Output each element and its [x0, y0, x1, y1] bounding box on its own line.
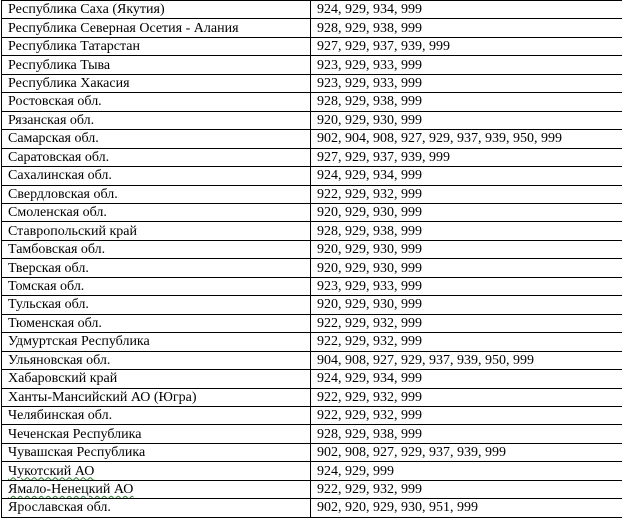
region-cell: Тульская обл. — [2, 296, 311, 314]
codes-cell: 923, 929, 933, 999 — [311, 277, 622, 295]
table-row — [2, 480, 622, 498]
table-row — [2, 148, 622, 166]
region-cell: Чеченская Республика — [2, 425, 311, 443]
region-cell — [2, 480, 311, 498]
table-row — [2, 93, 622, 111]
region-cell — [2, 462, 311, 480]
table-row — [2, 406, 622, 424]
region-cell: Самарская обл. — [2, 130, 311, 148]
codes-cell: 928, 929, 938, 999 — [311, 19, 622, 37]
region-cell: Ростовская обл. — [2, 93, 311, 111]
codes-cell: 928, 929, 938, 999 — [311, 222, 622, 240]
table-row — [2, 240, 622, 258]
table-row — [2, 74, 622, 92]
table-row — [2, 130, 622, 148]
table-row — [2, 333, 622, 351]
region-cell: Смоленская обл. — [2, 203, 311, 221]
codes-cell: 928, 929, 938, 999 — [311, 93, 622, 111]
region-cell: Республика Саха (Якутия) — [2, 1, 311, 19]
codes-cell: 922, 929, 932, 999 — [311, 333, 622, 351]
table-row — [2, 388, 622, 406]
region-cell: Тамбовская обл. — [2, 240, 311, 258]
region-codes-table — [1, 0, 622, 518]
region-cell: Тюменская обл. — [2, 314, 311, 332]
region-cell: Тверская обл. — [2, 259, 311, 277]
table-row — [2, 425, 622, 443]
codes-cell: 922, 929, 932, 999 — [311, 185, 622, 203]
codes-cell: 920, 929, 930, 999 — [311, 203, 622, 221]
region-cell: Республика Тыва — [2, 56, 311, 74]
region-cell: Свердловская обл. — [2, 185, 311, 203]
codes-cell: 902, 904, 908, 927, 929, 937, 939, 950, 999 — [311, 130, 622, 148]
table-row — [2, 259, 622, 277]
table-row — [2, 370, 622, 388]
codes-cell: 923, 929, 933, 999 — [311, 56, 622, 74]
codes-cell: 922, 929, 932, 999 — [311, 406, 622, 424]
region-cell: Челябинская обл. — [2, 406, 311, 424]
region-cell: Саратовская обл. — [2, 148, 311, 166]
region-cell: Ханты-Мансийский АО (Югра) — [2, 388, 311, 406]
table-row — [2, 351, 622, 369]
codes-cell: 928, 929, 938, 999 — [311, 425, 622, 443]
table-row — [2, 296, 622, 314]
codes-cell: 920, 929, 930, 999 — [311, 296, 622, 314]
codes-cell: 924, 929, 999 — [311, 462, 622, 480]
table-row — [2, 19, 622, 37]
codes-cell: 902, 920, 929, 930, 951, 999 — [311, 499, 622, 517]
table-row — [2, 462, 622, 480]
table-row — [2, 277, 622, 295]
codes-cell: 922, 929, 932, 999 — [311, 314, 622, 332]
region-cell: Хабаровский край — [2, 370, 311, 388]
codes-cell: 904, 908, 927, 929, 937, 939, 950, 999 — [311, 351, 622, 369]
spellcheck-underlined-text: Чукотский АО — [8, 463, 95, 479]
region-cell: Ярославская обл. — [2, 499, 311, 517]
table-row — [2, 443, 622, 461]
codes-cell: 924, 929, 934, 999 — [311, 370, 622, 388]
table-row — [2, 203, 622, 221]
region-cell: Республика Татарстан — [2, 37, 311, 55]
codes-cell: 927, 929, 937, 939, 999 — [311, 148, 622, 166]
codes-cell: 924, 929, 934, 999 — [311, 167, 622, 185]
codes-cell: 924, 929, 934, 999 — [311, 1, 622, 19]
spellcheck-underlined-text: Ямало-Ненецкий АО — [8, 482, 134, 497]
table-row — [2, 314, 622, 332]
codes-cell: 902, 908, 927, 929, 937, 939, 999 — [311, 443, 622, 461]
table-row — [2, 1, 622, 19]
codes-cell: 920, 929, 930, 999 — [311, 240, 622, 258]
codes-cell: 923, 929, 933, 999 — [311, 74, 622, 92]
codes-cell: 920, 929, 930, 999 — [311, 259, 622, 277]
codes-cell: 927, 929, 937, 939, 999 — [311, 37, 622, 55]
table-row — [2, 111, 622, 129]
region-cell: Ставропольский край — [2, 222, 311, 240]
table-row — [2, 499, 622, 517]
table-row — [2, 56, 622, 74]
codes-cell: 922, 929, 932, 999 — [311, 480, 622, 498]
region-cell: Республика Северная Осетия - Алания — [2, 19, 311, 37]
region-cell: Томская обл. — [2, 277, 311, 295]
table-row — [2, 185, 622, 203]
region-cell: Сахалинская обл. — [2, 167, 311, 185]
codes-cell: 920, 929, 930, 999 — [311, 111, 622, 129]
table-row — [2, 167, 622, 185]
codes-cell: 922, 929, 932, 999 — [311, 388, 622, 406]
region-cell: Республика Хакасия — [2, 74, 311, 92]
region-cell: Ульяновская обл. — [2, 351, 311, 369]
table-row — [2, 37, 622, 55]
region-cell: Удмуртская Республика — [2, 333, 311, 351]
region-cell: Чувашская Республика — [2, 443, 311, 461]
table-row — [2, 222, 622, 240]
region-cell: Рязанская обл. — [2, 111, 311, 129]
